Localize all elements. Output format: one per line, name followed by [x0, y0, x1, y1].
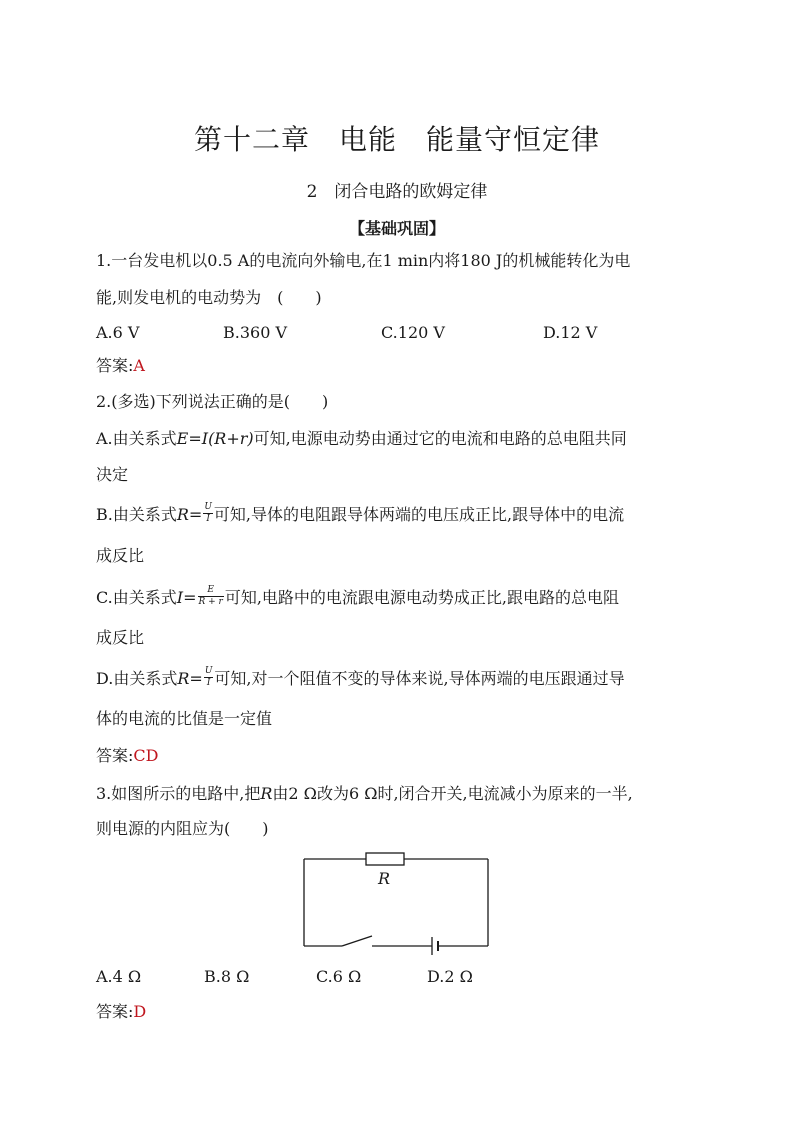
fraction — [198, 586, 224, 607]
formula-lhs: I= — [176, 588, 197, 607]
q1-option-c: C.120 V — [381, 323, 445, 342]
section-title: 2 闭合电路的欧姆定律 — [306, 182, 488, 202]
fraction-numerator: E — [198, 586, 224, 597]
q1-stem-line2: 能,则发电机的电动势为 ( ) — [96, 288, 322, 307]
answer-label: 答案: — [96, 1002, 134, 1021]
answer-value: CD — [133, 746, 159, 765]
q1-option-d: D.12 V — [543, 323, 598, 342]
fraction-denominator: I — [206, 678, 211, 688]
q3-option-a: A.4 Ω — [96, 967, 142, 986]
answer-value: D — [133, 1002, 147, 1021]
option-text: 可知,电源电动势由通过它的电流和电路的总电阻共同 — [253, 429, 627, 448]
resistor-label: R — [378, 869, 391, 888]
formula-lhs: R= — [177, 669, 203, 688]
answer-label: 答案: — [96, 356, 134, 375]
fraction-denominator: R + r — [198, 597, 223, 607]
q1-option-b: B.360 V — [223, 323, 288, 342]
q2-option-d — [96, 666, 625, 690]
q1-answer — [96, 358, 145, 374]
formula: E=I(R+r) — [176, 429, 254, 448]
q3-stem-line1 — [96, 786, 633, 802]
block-label: 【基础巩固】 — [348, 219, 445, 238]
option-prefix: A.由关系式 — [96, 429, 177, 448]
fraction-numerator: U — [204, 666, 213, 676]
q2-option-b-line2: 成反比 — [96, 546, 145, 565]
q3-answer — [96, 1004, 146, 1020]
formula-lhs: R= — [176, 505, 203, 524]
q2-option-c-line2: 成反比 — [96, 628, 145, 647]
q3-option-d: D.2 Ω — [427, 967, 473, 986]
option-text: 可知,导体的电阻跟导体两端的电压成正比,跟导体中的电流 — [213, 505, 625, 524]
chapter-title: 第十二章 电能 能量守恒定律 — [193, 123, 600, 156]
q3-stem-line2: 则电源的内阻应为( ) — [96, 819, 269, 838]
fraction-numerator: U — [204, 502, 212, 512]
resistor-symbol — [366, 853, 404, 865]
q2-answer — [96, 748, 158, 764]
q2-option-d-line2: 体的电流的比值是一定值 — [96, 709, 273, 728]
q1-stem-line1: 1.一台发电机以0.5 A的电流向外输电,在1 min内将180 J的机械能转化为电 — [96, 251, 631, 270]
option-text: 可知,对一个阻值不变的导体来说,导体两端的电压跟通过导 — [214, 669, 625, 688]
stem-text: 由2 Ω改为6 Ω时,闭合开关,电流减小为原来的一半, — [272, 784, 633, 803]
q2-option-a — [96, 431, 627, 447]
q1-option-a: A.6 V — [96, 323, 140, 342]
q3-option-b: B.8 Ω — [204, 967, 250, 986]
option-prefix: B.由关系式 — [96, 505, 177, 524]
stem-text: 3.如图所示的电路中,把 — [96, 784, 261, 803]
q2-stem: 2.(多选)下列说法正确的是( ) — [96, 392, 329, 411]
answer-value: A — [133, 356, 145, 375]
variable-r: R — [260, 784, 273, 803]
option-prefix: D.由关系式 — [96, 669, 178, 688]
q2-option-b — [96, 502, 625, 526]
q2-option-a-line2: 决定 — [96, 465, 129, 484]
fraction — [203, 503, 213, 524]
fraction-denominator: I — [206, 514, 210, 524]
q3-option-c: C.6 Ω — [316, 967, 362, 986]
q2-option-c — [96, 585, 620, 609]
option-prefix: C.由关系式 — [96, 588, 177, 607]
fraction — [204, 667, 214, 688]
option-text: 可知,电路中的电流跟电源电动势成正比,跟电路的总电阻 — [224, 588, 620, 607]
answer-label: 答案: — [96, 746, 134, 765]
switch-symbol — [342, 936, 372, 946]
